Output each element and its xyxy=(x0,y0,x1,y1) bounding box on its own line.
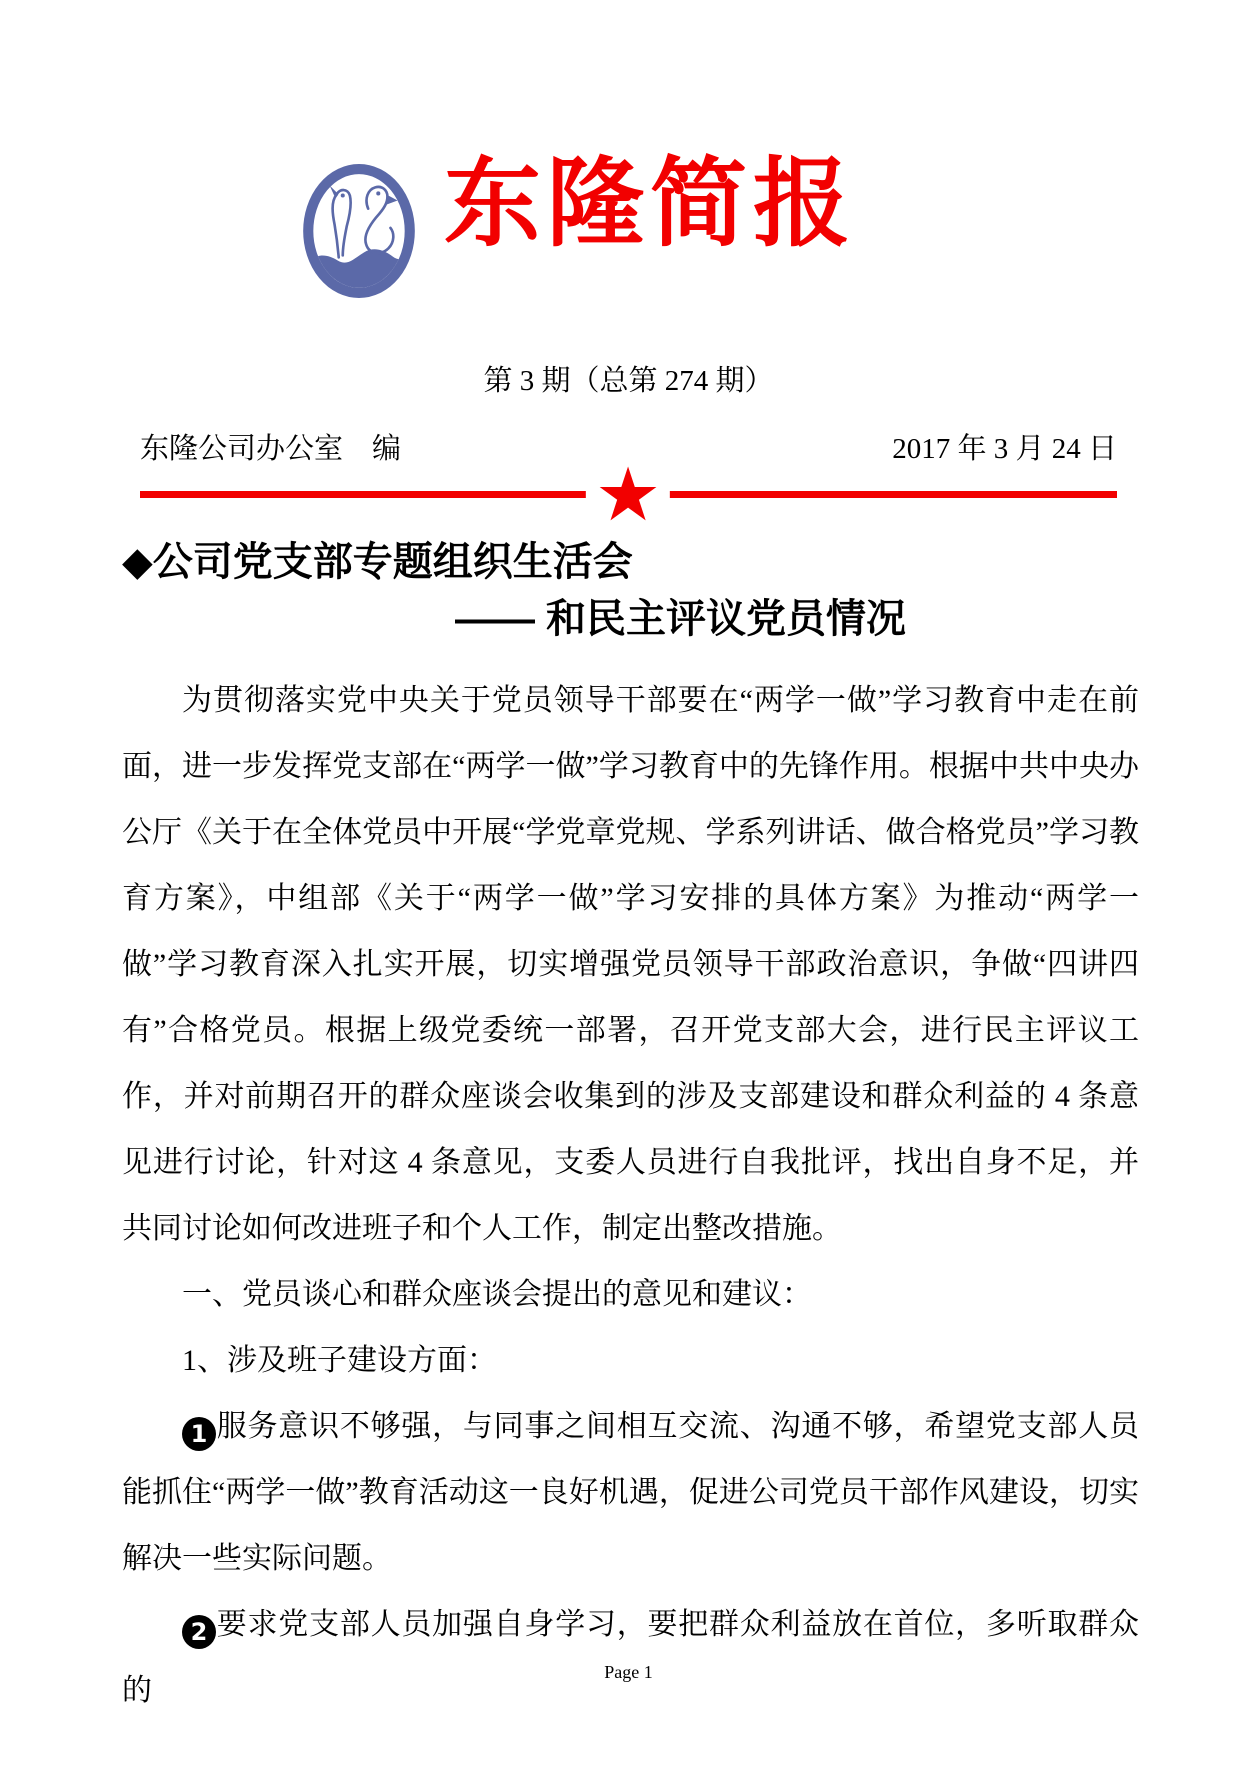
article-headline-line2: —— 和民主评议党员情况 xyxy=(454,597,907,641)
circled-number-icon: 2 xyxy=(182,1615,216,1649)
editor-label: 东隆公司办公室 编 xyxy=(140,433,402,465)
two-geese-logo xyxy=(303,164,415,298)
article xyxy=(122,534,1139,1724)
list-item-text: 要求党支部人员加强自身学习，要把群众利益放在首位，多听取群众的 xyxy=(122,1608,1139,1707)
list-item xyxy=(122,1394,1139,1592)
list-item-text: 服务意识不够强，与同事之间相互交流、沟通不够，希望党支部人员能抓住“两学一做”教育活动这一良好机遇，促进公司党员干部作风建设，切实解决一些实际问题。 xyxy=(122,1410,1139,1575)
right-goose-eye xyxy=(376,191,380,195)
list-item xyxy=(122,1592,1139,1724)
left-goose-eye xyxy=(341,193,345,197)
two-geese-logo-graphic xyxy=(303,164,415,298)
masthead-title: 东隆简报 xyxy=(444,151,856,258)
star-divider xyxy=(586,452,670,538)
section-heading: 一、党员谈心和群众座谈会提出的意见和建议： xyxy=(182,1278,812,1311)
circled-number-icon: 1 xyxy=(182,1417,216,1451)
article-headline-line1: ◆公司党支部专题组织生活会 xyxy=(122,540,633,584)
issue-number-line: 第 3 期（总第 274 期） xyxy=(483,365,774,397)
date-label: 2017 年 3 月 24 日 xyxy=(892,433,1117,465)
subsection-heading: 1、涉及班子建设方面： xyxy=(182,1344,497,1377)
star-icon: ★ xyxy=(594,452,662,538)
intro-paragraph: 为贯彻落实党中央关于党员领导干部要在“两学一做”学习教育中走在前面，进一步发挥党支部在“两学一做”学习教育中的先锋作用。根据中共中央办公厅《关于在全体党员中开展“学党章党规、学系列讲话、做合格党员”学习教育方案》，中组部《关于“两学一做”学习安排的具体方案》为推动“两学一做”学习教育深入扎实开展，切实增强党员领导干部政治意识，争做“四讲四有”合格党员。根据上级党委统一部署，召开党支部大会，进行民主评议工作，并对前期召开的群众座谈会收集到的涉及支部建设和群众利益的 4 条意见进行讨论，针对这 4 条意见，支委人员进行自我批评，找出自身不足，并共同讨论如何改进班子和个人工作，制定出整改措施。 xyxy=(122,684,1139,1245)
page-number: Page 1 xyxy=(604,1662,653,1682)
